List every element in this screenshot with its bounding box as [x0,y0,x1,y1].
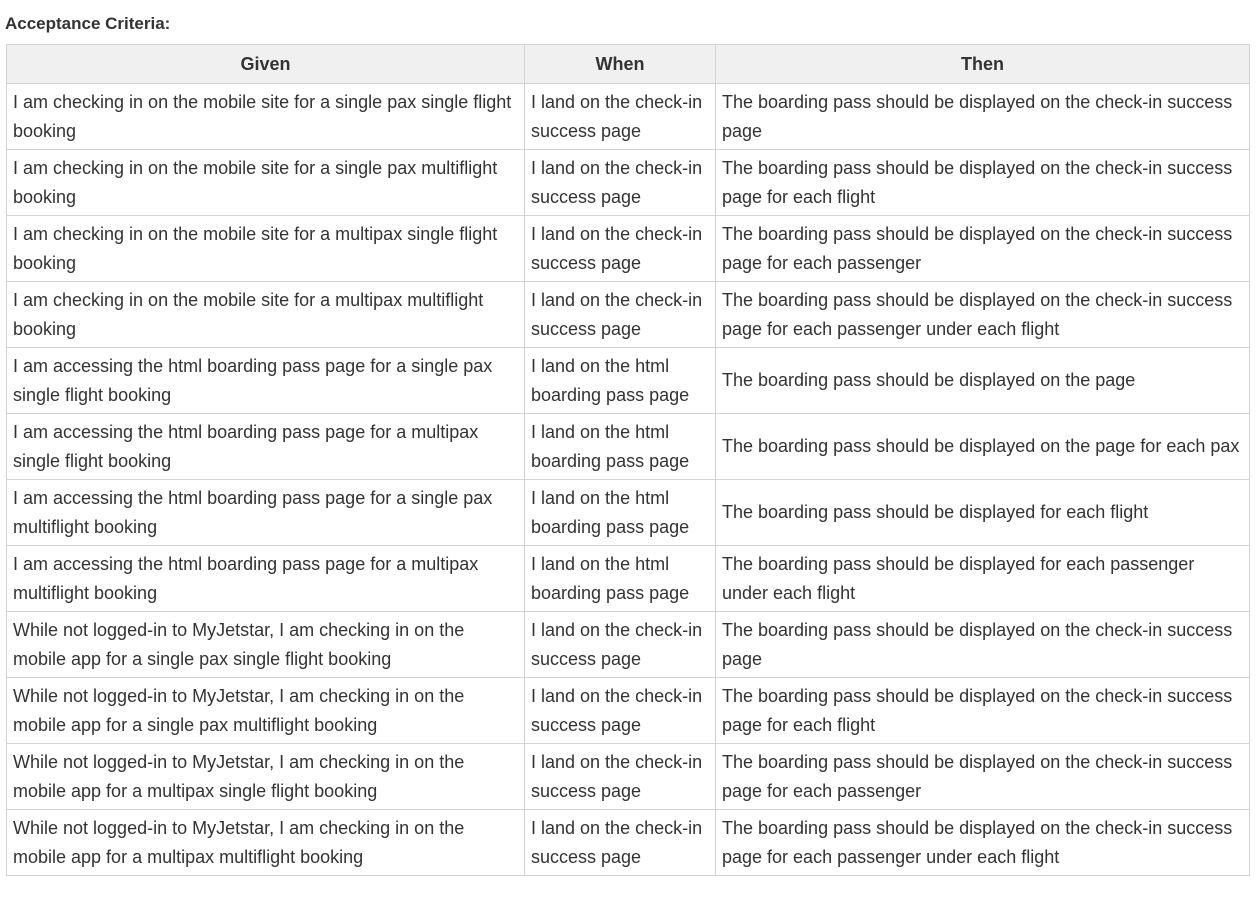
cell-when: I land on the html boarding pass page [525,348,716,414]
table-row [7,282,1250,348]
cell-then: The boarding pass should be displayed on the check-in success page for each passenger under each flight [716,810,1250,876]
cell-then: The boarding pass should be displayed on the check-in success page [716,612,1250,678]
cell-given: I am checking in on the mobile site for a single pax single flight booking [7,84,525,150]
cell-when: I land on the html boarding pass page [525,480,716,546]
column-header-when: When [525,45,716,84]
section-heading: Acceptance Criteria: [5,14,171,33]
cell-when: I land on the check-in success page [525,216,716,282]
table-row [7,216,1250,282]
cell-given: While not logged-in to MyJetstar, I am checking in on the mobile app for a single pax multiflight booking [7,678,525,744]
cell-when: I land on the html boarding pass page [525,414,716,480]
cell-given: While not logged-in to MyJetstar, I am checking in on the mobile app for a multipax multiflight booking [7,810,525,876]
table-row [7,414,1250,480]
table-row [7,810,1250,876]
cell-given: I am accessing the html boarding pass page for a single pax single flight booking [7,348,525,414]
cell-given: I am checking in on the mobile site for a single pax multiflight booking [7,150,525,216]
table-row [7,546,1250,612]
cell-then: The boarding pass should be displayed on the check-in success page for each passenger [716,744,1250,810]
cell-then: The boarding pass should be displayed on the check-in success page for each passenger [716,216,1250,282]
table-row [7,744,1250,810]
cell-then: The boarding pass should be displayed for each passenger under each flight [716,546,1250,612]
cell-when: I land on the check-in success page [525,678,716,744]
cell-given: I am accessing the html boarding pass page for a multipax single flight booking [7,414,525,480]
cell-then: The boarding pass should be displayed on the check-in success page for each flight [716,678,1250,744]
cell-then: The boarding pass should be displayed on the check-in success page [716,84,1250,150]
cell-when: I land on the check-in success page [525,612,716,678]
column-header-given: Given [7,45,525,84]
table-body [7,84,1250,876]
cell-when: I land on the check-in success page [525,744,716,810]
cell-then: The boarding pass should be displayed on the check-in success page for each passenger under each flight [716,282,1250,348]
cell-given: While not logged-in to MyJetstar, I am checking in on the mobile app for a multipax single flight booking [7,744,525,810]
table-row [7,150,1250,216]
cell-then: The boarding pass should be displayed on the page for each pax [716,414,1250,480]
cell-then: The boarding pass should be displayed for each flight [716,480,1250,546]
cell-then: The boarding pass should be displayed on the check-in success page for each flight [716,150,1250,216]
table-row [7,678,1250,744]
acceptance-criteria-table [6,44,1250,876]
column-header-then: Then [716,45,1250,84]
cell-when: I land on the check-in success page [525,84,716,150]
cell-when: I land on the html boarding pass page [525,546,716,612]
cell-when: I land on the check-in success page [525,150,716,216]
table-row [7,612,1250,678]
table-row [7,84,1250,150]
cell-when: I land on the check-in success page [525,810,716,876]
cell-given: I am checking in on the mobile site for a multipax single flight booking [7,216,525,282]
cell-given: While not logged-in to MyJetstar, I am checking in on the mobile app for a single pax single flight booking [7,612,525,678]
cell-given: I am checking in on the mobile site for a multipax multiflight booking [7,282,525,348]
table-row [7,480,1250,546]
cell-then: The boarding pass should be displayed on the page [716,348,1250,414]
table-row [7,348,1250,414]
table-header-row [7,45,1250,84]
cell-given: I am accessing the html boarding pass page for a single pax multiflight booking [7,480,525,546]
cell-when: I land on the check-in success page [525,282,716,348]
cell-given: I am accessing the html boarding pass page for a multipax multiflight booking [7,546,525,612]
